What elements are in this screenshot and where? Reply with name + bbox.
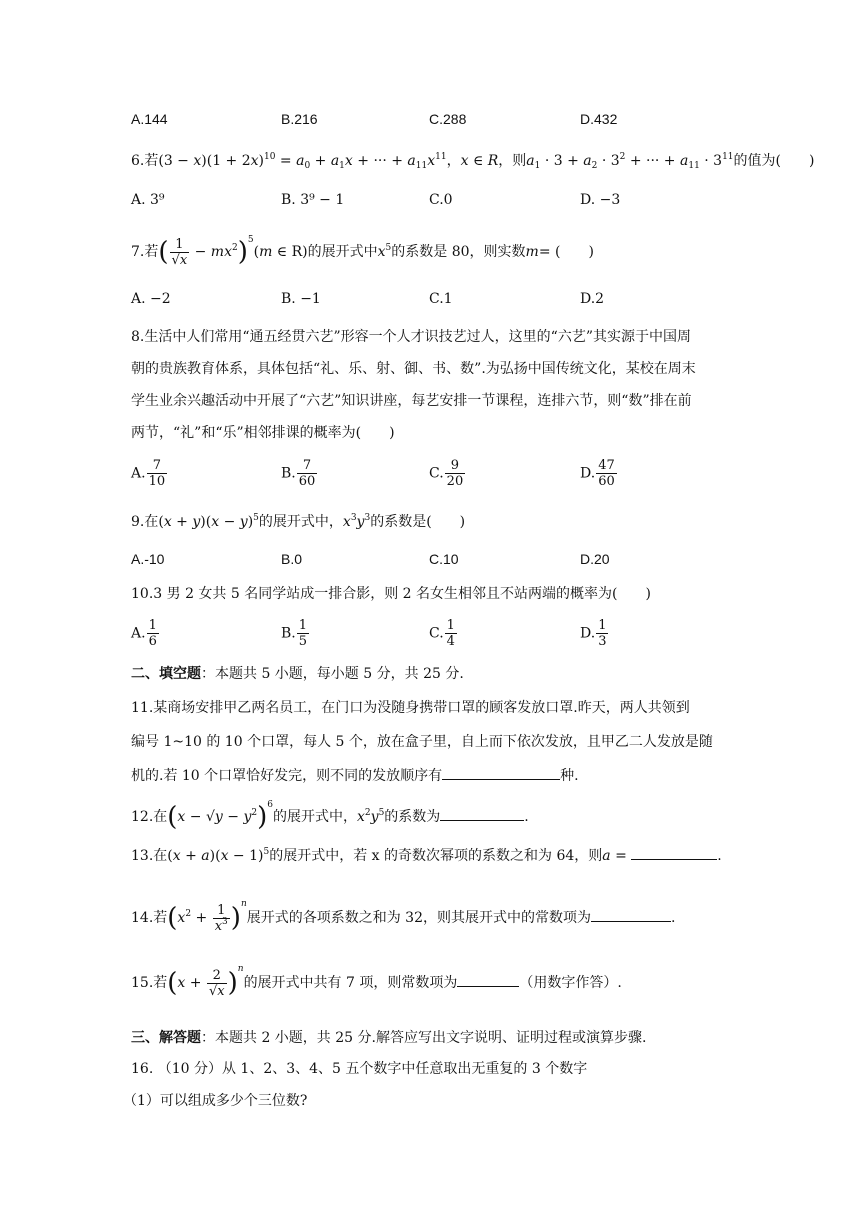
q8-option-a: A. $\frac{7}{10}$ [131, 458, 166, 489]
q10-stem: 10.3 男 2 女共 5 名同学站成一排合影，则 2 名女生相邻且不站两端的概率为( ) [131, 586, 651, 602]
q7-option-a: A. −2 [131, 291, 171, 307]
q6-expression: $(3 - x)(1 + 2x)^{10} = a_0 + a_1x$ + ··· + $a_{11}x^{11}$ [158, 152, 447, 171]
q8-line-4: 两节，“礼”和“乐”相邻排课的概率为( ) [131, 425, 395, 441]
q6-option-d: D. −3 [580, 192, 621, 208]
q12-answer-blank[interactable] [440, 806, 524, 821]
section-3-heading: 三、解答题：本题共 2 小题，共 25 分.解答应写出文字说明、证明过程或演算步骤. [131, 1030, 647, 1046]
q10-option-d: D. $\frac{1}{3}$ [580, 618, 607, 649]
q11-line-3: 机的.若 10 个口罩恰好发完，则不同的发放顺序有 种. [131, 764, 750, 788]
q12-expression: $(x - √y - y^2)^6$ [167, 800, 273, 832]
q6-stem: 6.若$(3 - x)(1 + 2x)^{10} = a_0 + a_1x$ + ··· + $a_{11}x^{11}$，x ∈ R，则$a_1 \cdot 3 + a_2 \cdot 3^2$ + ··· + $a_{11} \cdot 3^{11}$的值为( ) [131, 152, 815, 171]
q9-option-c: C.10 [429, 551, 459, 567]
q7-expression: ( $\frac{1}{√x}$ − $mx^2)^5(m$ ∈ R) [158, 235, 308, 268]
q7-option-b: B. −1 [281, 291, 321, 307]
q13-answer-blank[interactable] [631, 845, 717, 860]
q5-option-d: D.432 [580, 111, 618, 127]
q6-sum-expression: $a_1 \cdot 3 + a_2 \cdot 3^2$ + ··· + $a_{11} \cdot 3^{11}$ [526, 152, 734, 171]
q9-stem: 9.在$(x + y)(x - y)^5$的展开式中，$x^3y^3$的系数是( ) [131, 513, 466, 530]
q8-options [131, 458, 751, 492]
q5-option-b: B.216 [281, 111, 318, 127]
q11-answer-blank[interactable] [442, 765, 560, 780]
q14-stem: 14.若($x^2$ + $\frac{1}{x^3}$ )$^n$展开式的各项系数之和为 32，则其展开式中的常数项为 . [131, 899, 676, 934]
q9-expression: $(x + y)(x - y)^5$ [158, 513, 259, 530]
q9-option-a: A.-10 [131, 551, 165, 567]
q5-option-a: A.144 [131, 111, 168, 127]
q5-options [131, 111, 751, 145]
q11-line-1: 11.某商场安排甲乙两名员工，在门口为没随身携带口罩的顾客发放口罩.昨天，两人共领到 [131, 700, 690, 716]
q14-answer-blank[interactable] [591, 907, 671, 922]
q9-options [131, 551, 751, 585]
q16-sub-1: （1）可以组成多少个三位数? [123, 1093, 308, 1109]
q11-line-2: 编号 1~10 的 10 个口罩，每人 5 个，放在盒子里，自上而下依次发放，且甲乙二人发放是随 [131, 734, 713, 750]
q10-option-b: B. $\frac{1}{5}$ [281, 618, 308, 649]
q7-option-c: C.1 [429, 291, 453, 307]
q6-option-c: C.0 [429, 192, 453, 208]
q7-options [131, 291, 751, 325]
q15-answer-blank[interactable] [457, 972, 519, 987]
q8-option-c: C. $\frac{9}{20}$ [429, 458, 464, 489]
q6-condition: x ∈ R [460, 153, 499, 169]
q8-option-b: B. $\frac{7}{60}$ [281, 458, 316, 489]
q6-options [131, 192, 751, 226]
q6-option-b: B. 3⁹ − 1 [281, 192, 345, 208]
q9-option-d: D.20 [580, 551, 610, 567]
q8-option-d: D. $\frac{47}{60}$ [580, 458, 615, 489]
q13-stem: 13.在$(x + a)(x - 1)^5$的展开式中，若 x 的奇数次幂项的系数之和为 64，则a = . [131, 847, 722, 864]
q5-option-c: C.288 [429, 111, 467, 127]
q15-stem: 15.若(x + $\frac{2}{√x}$ )$^n$的展开式中共有 7 项，则常数项为 （用数字作答）. [131, 964, 622, 999]
q7-stem: 7.若( $\frac{1}{√x}$ − $mx^2)^5(m$ ∈ R)的展开式中$x^5$的系数是 80，则实数m= ( ) [131, 235, 594, 268]
q8-line-1: 8.生活中人们常用“通五经贯六艺”形容一个人才识技艺过人，这里的“六艺”其实源于中国周 [131, 329, 691, 345]
q8-line-3: 学生业余兴趣活动中开展了“六艺”知识讲座，每艺安排一节课程，连排六节，则“数”排在前 [131, 393, 692, 409]
q13-expression: $(x + a)(x - 1)^5$ [167, 847, 270, 864]
q6-option-a: A. 3⁹ [131, 192, 165, 208]
q10-option-c: C. $\frac{1}{4}$ [429, 618, 455, 649]
section-2-heading: 二、填空题：本题共 5 小题，每小题 5 分，共 25 分. [131, 666, 464, 682]
q7-option-d: D.2 [580, 291, 605, 307]
q8-line-2: 朝的贵族教育体系，具体包括“礼、乐、射、御、书、数”.为弘扬中国传统文化，某校在周末 [131, 361, 696, 377]
q10-option-a: A. $\frac{1}{6}$ [131, 618, 157, 649]
q10-options [131, 618, 751, 652]
q16-stem: 16. （10 分）从 1、2、3、4、5 五个数字中任意取出无重复的 3 个数字 [131, 1061, 588, 1077]
q15-expression: (x + $\frac{2}{√x}$ )$^n$ [167, 964, 244, 999]
q14-expression: ($x^2$ + $\frac{1}{x^3}$ )$^n$ [167, 899, 247, 934]
q12-stem: 12.在$(x - √y - y^2)^6$的展开式中，$x^2y^5$的系数为 . [131, 800, 529, 832]
q9-option-b: B.0 [281, 551, 303, 567]
